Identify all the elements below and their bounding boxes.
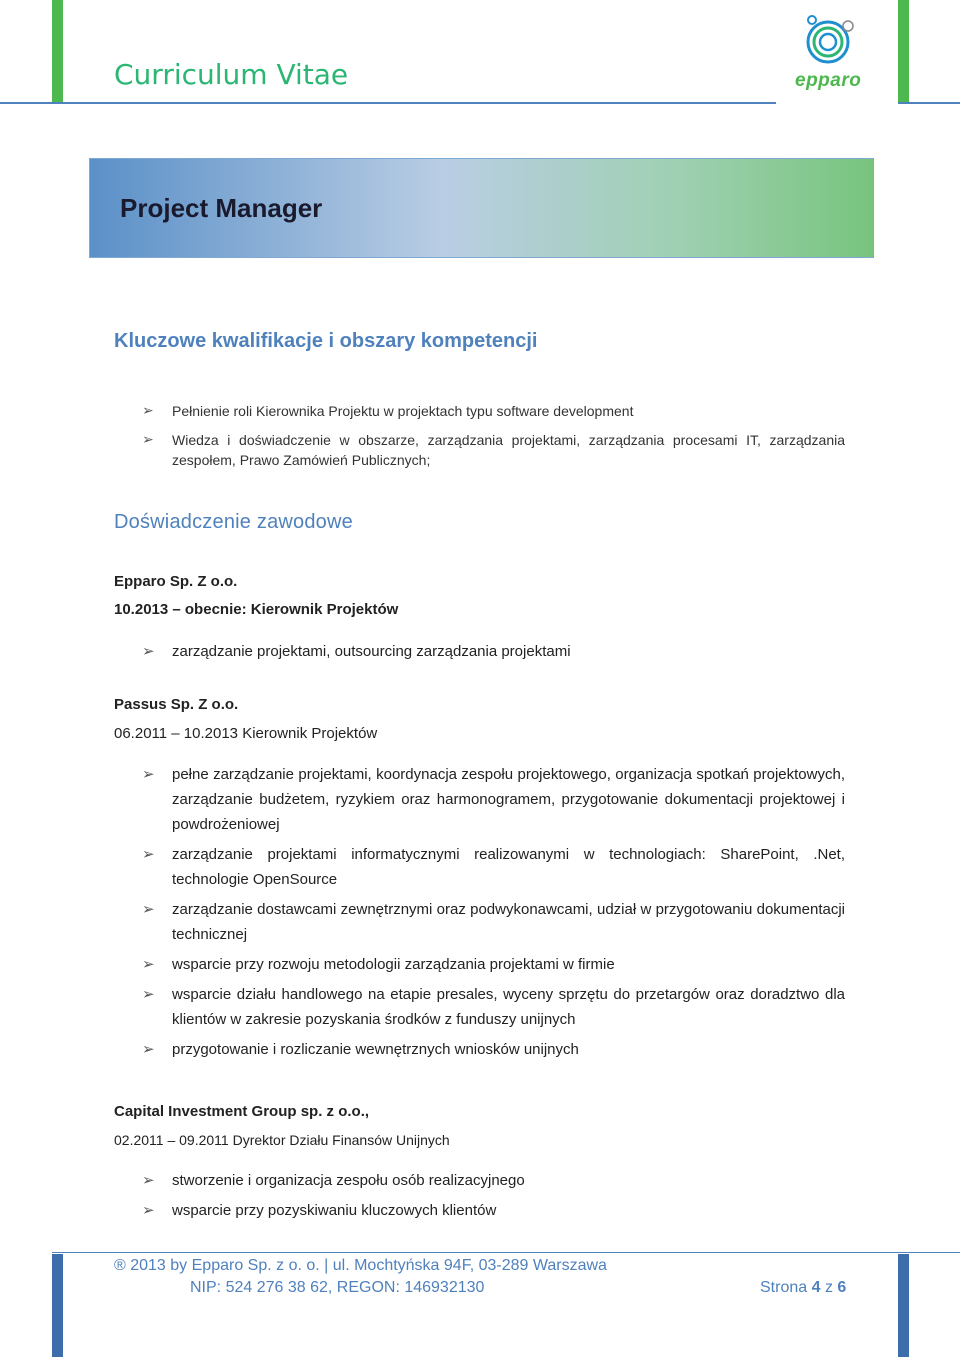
document-title: Curriculum Vitae bbox=[114, 58, 349, 91]
footer-left-bar bbox=[52, 1254, 63, 1357]
list-item: ➢ zarządzanie projektami informatycznymi realizowanymi w technologiach: SharePoint, .Net, technologie OpenSource bbox=[142, 842, 845, 892]
list-item: ➢ Wiedza i doświadczenie w obszarze, zarządzania projektami, zarządzania procesami IT, zarządzania zespołem, Prawo Zamówień Publicznych; bbox=[142, 432, 845, 468]
list-item: ➢ zarządzanie dostawcami zewnętrznymi oraz podwykonawcami, udział w przygotowaniu dokumentacji technicznej bbox=[142, 897, 845, 947]
header-divider bbox=[0, 102, 776, 104]
job-period: 06.2011 – 10.2013 Kierownik Projektów bbox=[114, 725, 378, 742]
arrow-bullet-icon: ➢ bbox=[142, 432, 154, 448]
qualifications-heading: Kluczowe kwalifikacje i obszary kompetencji bbox=[114, 330, 538, 352]
header-divider-right bbox=[898, 102, 960, 104]
arrow-bullet-icon: ➢ bbox=[142, 1171, 155, 1189]
experience-heading: Doświadczenie zawodowe bbox=[114, 511, 353, 533]
header-left-bar bbox=[52, 0, 63, 103]
arrow-bullet-icon: ➢ bbox=[142, 985, 155, 1003]
company-name: Epparo Sp. Z o.o. bbox=[114, 573, 238, 590]
list-item: ➢ wsparcie działu handlowego na etapie presales, wyceny sprzętu do przetargów oraz doradztwo dla klientów w zakresie pozyskania środków z funduszy unijnych bbox=[142, 982, 845, 1032]
logo-wordmark: epparo bbox=[795, 70, 862, 91]
list-item: ➢ Pełnienie roli Kierownika Projektu w projektach typu software development bbox=[142, 403, 634, 419]
job-period: 02.2011 – 09.2011 Dyrektor Działu Finansów Unijnych bbox=[114, 1132, 450, 1148]
job-duties-list bbox=[142, 1168, 845, 1223]
list-item: ➢ pełne zarządzanie projektami, koordynacja zespołu projektowego, organizacja spotkań projektowych, zarządzanie budżetem, ryzykiem oraz harmonogramem, przygotowanie dokumentacji projektowej i powdrożeniowej bbox=[142, 762, 845, 837]
arrow-bullet-icon: ➢ bbox=[142, 1201, 155, 1219]
list-item: ➢ stworzenie i organizacja zespołu osób realizacyjnego bbox=[142, 1168, 845, 1193]
arrow-bullet-icon: ➢ bbox=[142, 642, 155, 660]
arrow-bullet-icon: ➢ bbox=[142, 845, 155, 863]
title-banner bbox=[89, 158, 874, 258]
list-item: ➢ wsparcie przy rozwoju metodologii zarządzania projektami w firmie bbox=[142, 952, 845, 977]
list-item: ➢ wsparcie przy pozyskiwaniu kluczowych klientów bbox=[142, 1198, 845, 1223]
job-period: 10.2013 – obecnie: Kierownik Projektów bbox=[114, 601, 399, 618]
company-name: Capital Investment Group sp. z o.o., bbox=[114, 1103, 370, 1120]
footer-right-bar bbox=[898, 1254, 909, 1357]
header-right-bar bbox=[898, 0, 909, 103]
arrow-bullet-icon: ➢ bbox=[142, 1040, 155, 1058]
job-duties-list bbox=[142, 639, 845, 664]
qualifications-list bbox=[142, 401, 845, 470]
list-item: ➢ zarządzanie projektami, outsourcing zarządzania projektami bbox=[142, 639, 845, 664]
arrow-bullet-icon: ➢ bbox=[142, 403, 154, 419]
list-item: ➢ przygotowanie i rozliczanie wewnętrznych wniosków unijnych bbox=[142, 1037, 845, 1062]
arrow-bullet-icon: ➢ bbox=[142, 900, 155, 918]
footer-divider bbox=[52, 1252, 960, 1253]
arrow-bullet-icon: ➢ bbox=[142, 765, 155, 783]
position-title: Project Manager bbox=[120, 193, 323, 223]
arrow-bullet-icon: ➢ bbox=[142, 955, 155, 973]
footer-registration: NIP: 524 276 38 62, REGON: 146932130 bbox=[190, 1279, 485, 1296]
footer-copyright: ® 2013 by Epparo Sp. z o. o. | ul. Mochtyńska 94F, 03-289 Warszawa bbox=[114, 1257, 607, 1274]
company-name: Passus Sp. Z o.o. bbox=[114, 696, 239, 713]
job-duties-list bbox=[142, 762, 845, 1062]
page-number: Strona 4 z 6 bbox=[760, 1279, 847, 1296]
